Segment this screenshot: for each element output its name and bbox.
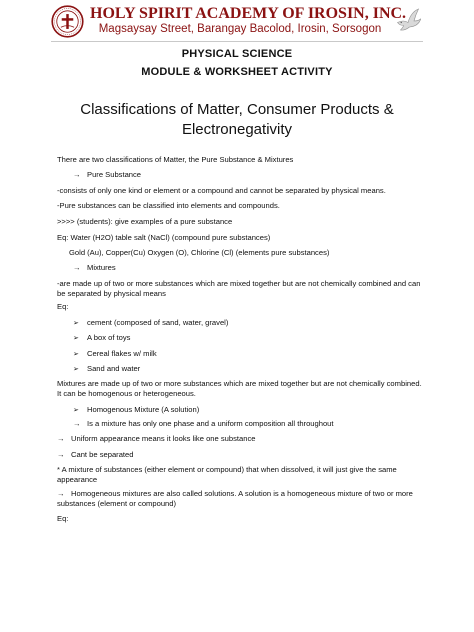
arrow-icon: → [57, 434, 65, 443]
example-compounds: Eq: Water (H2O) table salt (NaCl) (compound pure substances) [57, 233, 271, 242]
list-item: ➢ cement (composed of sand, water, gravel) [73, 318, 229, 327]
bullet-icon: ➢ [73, 351, 79, 358]
mixtures-paragraph: Mixtures are made up of two or more substances which are mixed together but are not chemically combined. It can be homogenous or heterogeneous. [57, 379, 422, 398]
bullet-icon: ➢ [73, 407, 79, 414]
mixture-dissolved-note: * A mixture of substances (either element or compound) that when dissolved, it will just give the same appearance [57, 465, 397, 484]
module-heading: MODULE & WORKSHEET ACTIVITY [141, 66, 333, 78]
homogenous-definition: → Is a mixture has only one phase and a uniform composition all throughout [73, 419, 334, 428]
arrow-icon: → [73, 263, 81, 272]
solutions-paragraph: → Homogeneous mixtures are also called solutions. A solution is a homogeneous mixture of two or more substances (element or compound) [57, 489, 413, 508]
homogenous-heading: ➢ Homogenous Mixture (A solution) [73, 405, 200, 414]
list-item: ➢ Sand and water [73, 364, 141, 373]
cant-separate-line: → Cant be separated [57, 450, 134, 459]
mixtures-heading: → Mixtures [73, 263, 116, 272]
school-name: HOLY SPIRIT ACADEMY OF IROSIN, INC. [90, 5, 407, 22]
list-item: ➢ Cereal flakes w/ milk [73, 349, 157, 358]
final-eq-label: Eq: [57, 514, 69, 523]
pure-substance-definition: -consists of only one kind or element or a compound and cannot be separated by physical means. [57, 186, 386, 195]
mixtures-eq-label: Eq: [57, 302, 69, 311]
school-address: Magsaysay Street, Barangay Bacolod, Irosin, Sorsogon [98, 23, 382, 35]
bullet-icon: ➢ [73, 366, 79, 373]
students-prompt: >>>> (students): give examples of a pure substance [57, 217, 233, 226]
document-title-line-2: Electronegativity [181, 121, 293, 138]
dove-icon [393, 6, 423, 36]
arrow-icon: → [57, 489, 65, 498]
pure-substance-heading: → Pure Substance [73, 170, 142, 179]
list-item: ➢ A box of toys [73, 333, 131, 342]
arrow-icon: → [73, 170, 81, 179]
header-divider [51, 41, 423, 42]
bullet-icon: ➢ [73, 335, 79, 342]
arrow-icon: → [73, 419, 81, 428]
uniform-appearance-line: → Uniform appearance means it looks like one substance [57, 434, 256, 443]
subject-heading: PHYSICAL SCIENCE [181, 48, 293, 60]
bullet-icon: ➢ [73, 320, 79, 327]
arrow-icon: → [57, 450, 65, 459]
school-seal-icon [51, 5, 84, 38]
pure-substance-classification: -Pure substances can be classified into elements and compounds. [57, 201, 280, 210]
mixtures-definition: -are made up of two or more substances which are mixed together but are not chemically combined and can be separated by physical means [57, 279, 421, 298]
intro-line: There are two classifications of Matter, the Pure Substance & Mixtures [57, 155, 294, 164]
document-title-line-1: Classifications of Matter, Consumer Products & [80, 101, 394, 118]
letterhead [0, 0, 474, 42]
example-elements: Gold (Au), Copper(Cu) Oxygen (O), Chlorine (Cl) (elements pure substances) [69, 248, 330, 257]
